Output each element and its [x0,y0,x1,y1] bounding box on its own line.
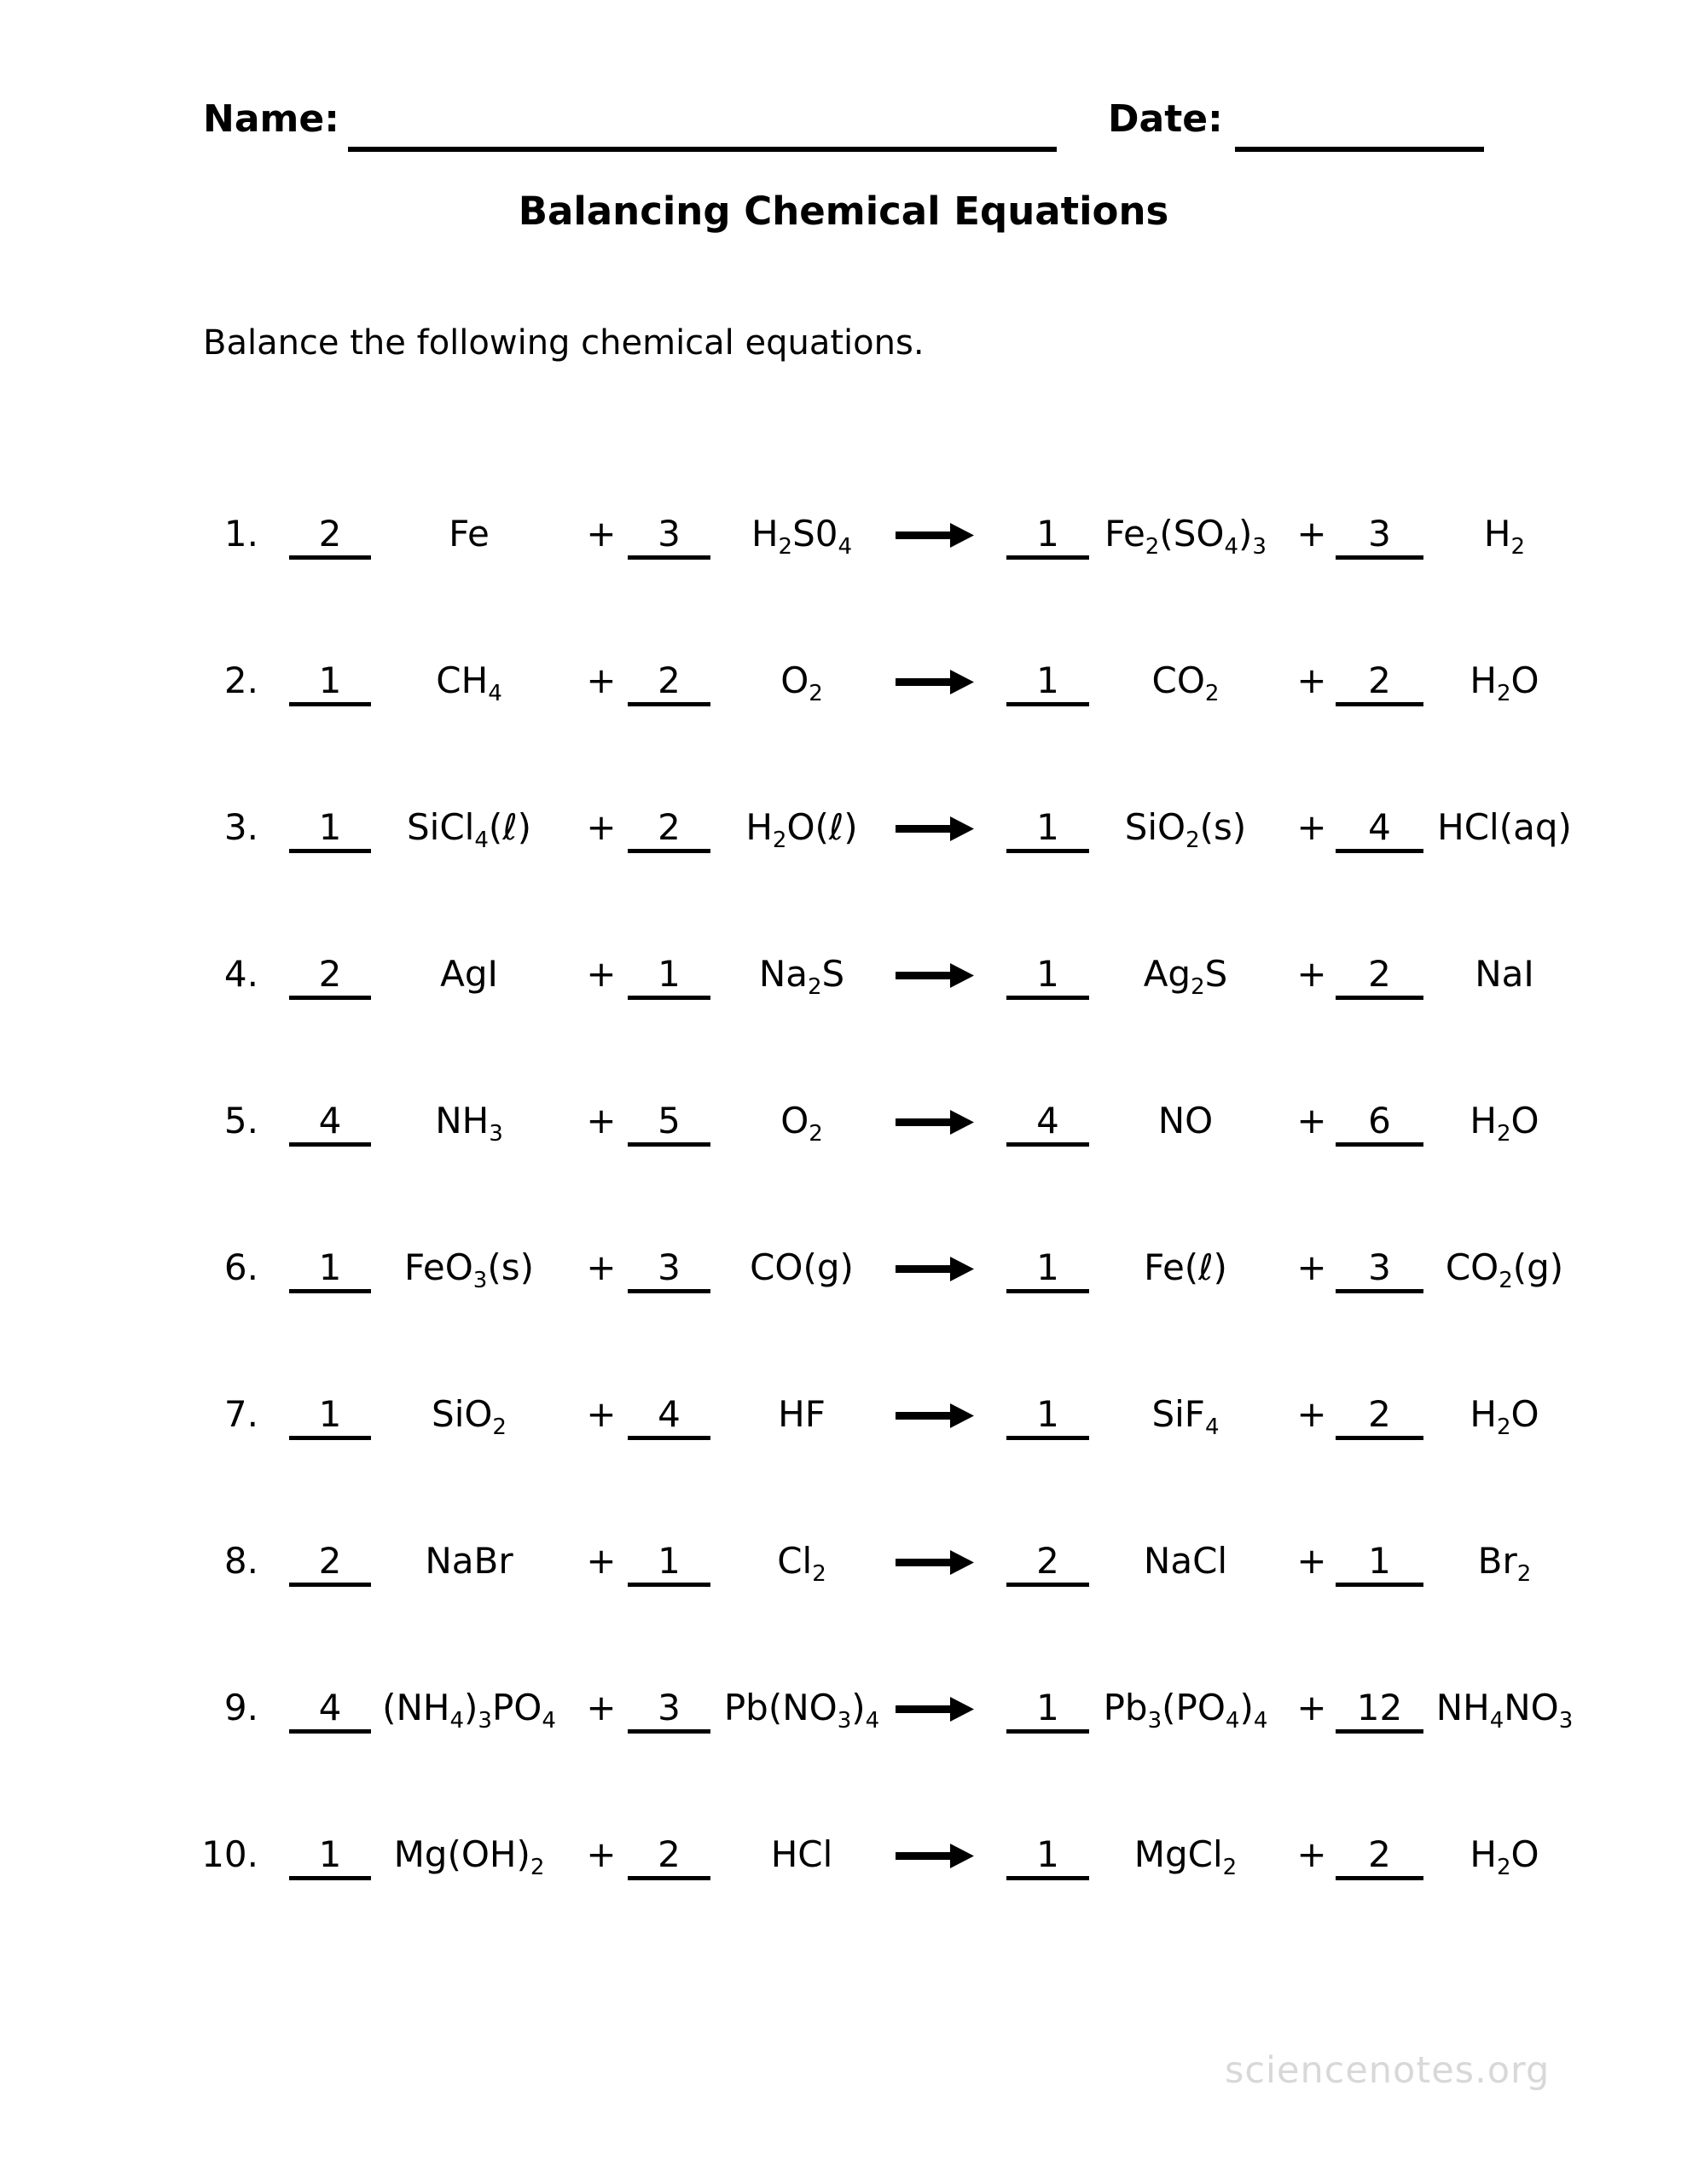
coefficient-blank[interactable] [1006,513,1089,560]
coefficient-value: 2 [318,953,342,995]
product-formula-2: $H_2$ [1483,513,1526,560]
right-arrow-icon [896,665,974,705]
product-formula-1: $CO_2$ [1151,659,1220,706]
reactant-formula-1: FeO$_3$(s) [404,1246,534,1293]
coefficient-value: 4 [318,1100,342,1141]
reactant-formula-2: CO(g) [750,1246,854,1288]
coefficient-value: 1 [1036,953,1059,995]
coefficient-value: 3 [1368,513,1391,555]
coefficient-value: 1 [1036,659,1059,701]
coefficient-blank[interactable] [1006,1687,1089,1734]
coefficient-blank[interactable] [1006,1393,1089,1440]
coefficient-value: 3 [658,1246,681,1288]
footer-site: sciencenotes.org [1225,2049,1551,2092]
product-formula-1: NaCl [1143,1540,1228,1582]
product-formula-2: $H_2O$ [1470,1393,1539,1440]
reactant-formula-1: SiCl$_4$(ℓ) [407,806,531,853]
coefficient-value: 4 [658,1393,681,1435]
coefficient-blank[interactable] [628,1246,710,1293]
plus-sign: + [586,659,617,701]
plus-sign: + [1296,1393,1327,1435]
coefficient-blank[interactable] [628,1100,710,1147]
coefficient-blank[interactable] [289,659,371,706]
coefficient-value: 1 [658,1540,681,1582]
question-number: 9. [223,1687,258,1728]
product-formula-2: $H_2O$ [1470,1100,1539,1147]
equation-row [0,462,1687,608]
coefficient-value: 1 [1036,1687,1059,1728]
coefficient-blank[interactable] [1006,1100,1089,1147]
product-formula-2: $Br_2$ [1477,1540,1532,1587]
plus-sign: + [586,953,617,995]
coefficient-blank[interactable] [628,513,710,560]
product-formula-1: $Ag_2S$ [1143,953,1228,1000]
coefficient-blank[interactable] [289,1246,371,1293]
coefficient-value: 1 [318,1246,342,1288]
coefficient-value: 2 [658,659,681,701]
coefficient-blank[interactable] [1006,1833,1089,1880]
date-field[interactable] [1235,147,1484,152]
question-number: 2. [223,659,258,701]
plus-sign: + [586,1540,617,1582]
date-label: Date: [1108,97,1223,141]
coefficient-value: 1 [1036,1833,1059,1875]
product-formula-1: MgCl$_2$ [1133,1833,1238,1880]
reactant-formula-1: NaBr [425,1540,513,1582]
reactant-formula-2: HF [778,1393,826,1435]
coefficient-value: 1 [658,953,681,995]
coefficient-blank[interactable] [1006,806,1089,853]
coefficient-blank[interactable] [628,1833,710,1880]
reactant-formula-2: HCl [770,1833,833,1875]
product-formula-1: NO [1157,1100,1214,1141]
coefficient-blank[interactable] [289,513,371,560]
reactant-formula-2: $O_2$ [780,1100,823,1147]
coefficient-value: 5 [658,1100,681,1141]
plus-sign: + [1296,1687,1327,1728]
question-number: 3. [223,806,258,848]
plus-sign: + [1296,513,1327,555]
question-number: 5. [223,1100,258,1141]
question-number: 1. [223,513,258,555]
plus-sign: + [1296,1833,1327,1875]
right-arrow-icon [896,958,974,998]
coefficient-value: 1 [1036,1393,1059,1435]
coefficient-value: 2 [658,1833,681,1875]
coefficient-blank[interactable] [289,1687,371,1734]
reactant-formula-1: SiO$_2$ [432,1393,507,1440]
reactant-formula-2: $Na_2S$ [758,953,845,1000]
plus-sign: + [586,1687,617,1728]
equations-list [0,462,1687,1929]
coefficient-blank[interactable] [289,1100,371,1147]
question-number: 8. [223,1540,258,1582]
question-number: 10. [201,1833,258,1875]
coefficient-blank[interactable] [628,953,710,1000]
coefficient-blank[interactable] [289,1540,371,1587]
plus-sign: + [586,1100,617,1141]
product-formula-2: $CO_2(g)$ [1445,1246,1564,1293]
coefficient-blank[interactable] [289,1393,371,1440]
coefficient-value: 3 [658,513,681,555]
coefficient-value: 6 [1368,1100,1391,1141]
coefficient-value: 1 [1036,1246,1059,1288]
coefficient-blank[interactable] [628,659,710,706]
coefficient-value: 2 [1368,1833,1391,1875]
reactant-formula-1: Fe [449,513,490,555]
coefficient-value: 1 [1036,806,1059,848]
question-number: 7. [223,1393,258,1435]
product-formula-2: $H_2O$ [1470,659,1539,706]
equation-row [0,1489,1687,1635]
coefficient-blank[interactable] [628,1687,710,1734]
equation-row [0,1048,1687,1195]
coefficient-value: 1 [1368,1540,1391,1582]
reactant-formula-1: $(NH_4)_3PO_4$ [382,1687,556,1734]
coefficient-value: 2 [1036,1540,1059,1582]
name-label: Name: [203,97,339,141]
plus-sign: + [1296,806,1327,848]
reactant-formula-1: $NH_3$ [435,1100,503,1147]
plus-sign: + [1296,1540,1327,1582]
reactant-formula-1: AgI [440,953,498,995]
name-field[interactable] [348,147,1057,152]
coefficient-value: 12 [1356,1687,1403,1728]
coefficient-blank[interactable] [628,806,710,853]
coefficient-blank[interactable] [1006,953,1089,1000]
reactant-formula-1: $CH_4$ [436,659,502,706]
reactant-formula-2: $O_2$ [780,659,823,706]
coefficient-blank[interactable] [1006,1540,1089,1587]
coefficient-value: 2 [658,806,681,848]
page-title: Balancing Chemical Equations [518,189,1169,234]
reactant-formula-2: $Cl_2$ [777,1540,826,1587]
coefficient-value: 4 [1368,806,1391,848]
product-formula-2: HCl(aq) [1437,806,1572,848]
product-formula-2: NaI [1475,953,1534,995]
right-arrow-icon [896,1398,974,1438]
right-arrow-icon [896,1838,974,1879]
equation-row [0,902,1687,1048]
reactant-formula-2: $H_2O(\ell)$ [745,806,858,853]
product-formula-1: $Fe_2(SO_4)_3$ [1104,513,1267,560]
equation-row [0,1635,1687,1782]
equation-row [0,1782,1687,1929]
coefficient-value: 4 [1036,1100,1059,1141]
coefficient-value: 1 [318,1393,342,1435]
coefficient-value: 1 [318,806,342,848]
product-formula-2: $H_2O$ [1470,1833,1539,1880]
right-arrow-icon [896,811,974,851]
reactant-formula-1: $Mg(OH)_2$ [393,1833,545,1880]
coefficient-value: 3 [658,1687,681,1728]
plus-sign: + [1296,1246,1327,1288]
product-formula-1: Fe(ℓ) [1144,1246,1227,1288]
product-formula-1: $Pb_3(PO_4)_4$ [1103,1687,1268,1734]
coefficient-value: 2 [1368,659,1391,701]
reactant-formula-2: $Pb(NO_3)_4$ [723,1687,880,1734]
coefficient-blank[interactable] [1006,1246,1089,1293]
coefficient-blank[interactable] [289,806,371,853]
plus-sign: + [586,1393,617,1435]
right-arrow-icon [896,1545,974,1585]
equation-row [0,608,1687,755]
equation-row [0,1195,1687,1342]
question-number: 6. [223,1246,258,1288]
right-arrow-icon [896,1105,974,1145]
coefficient-blank[interactable] [628,1540,710,1587]
right-arrow-icon [896,518,974,558]
question-number: 4. [223,953,258,995]
coefficient-value: 1 [318,659,342,701]
plus-sign: + [586,806,617,848]
plus-sign: + [1296,1100,1327,1141]
plus-sign: + [586,1246,617,1288]
reactant-formula-2: $H_2S0_4$ [751,513,853,560]
coefficient-value: 2 [1368,953,1391,995]
equation-row [0,1342,1687,1489]
coefficient-value: 2 [1368,1393,1391,1435]
product-formula-1: SiF$_4$ [1151,1393,1220,1440]
coefficient-value: 2 [318,513,342,555]
coefficient-value: 1 [318,1833,342,1875]
instruction-text: Balance the following chemical equations. [203,323,925,363]
coefficient-blank[interactable] [289,1833,371,1880]
coefficient-value: 2 [318,1540,342,1582]
plus-sign: + [1296,953,1327,995]
coefficient-blank[interactable] [289,953,371,1000]
coefficient-value: 1 [1036,513,1059,555]
coefficient-value: 4 [318,1687,342,1728]
coefficient-blank[interactable] [1006,659,1089,706]
plus-sign: + [586,1833,617,1875]
right-arrow-icon [896,1692,974,1732]
plus-sign: + [586,513,617,555]
right-arrow-icon [896,1252,974,1292]
equation-row [0,755,1687,902]
product-formula-1: SiO$_2$(s) [1124,806,1247,853]
product-formula-2: $NH_4NO_3$ [1435,1687,1574,1734]
coefficient-value: 3 [1368,1246,1391,1288]
plus-sign: + [1296,659,1327,701]
coefficient-blank[interactable] [628,1393,710,1440]
